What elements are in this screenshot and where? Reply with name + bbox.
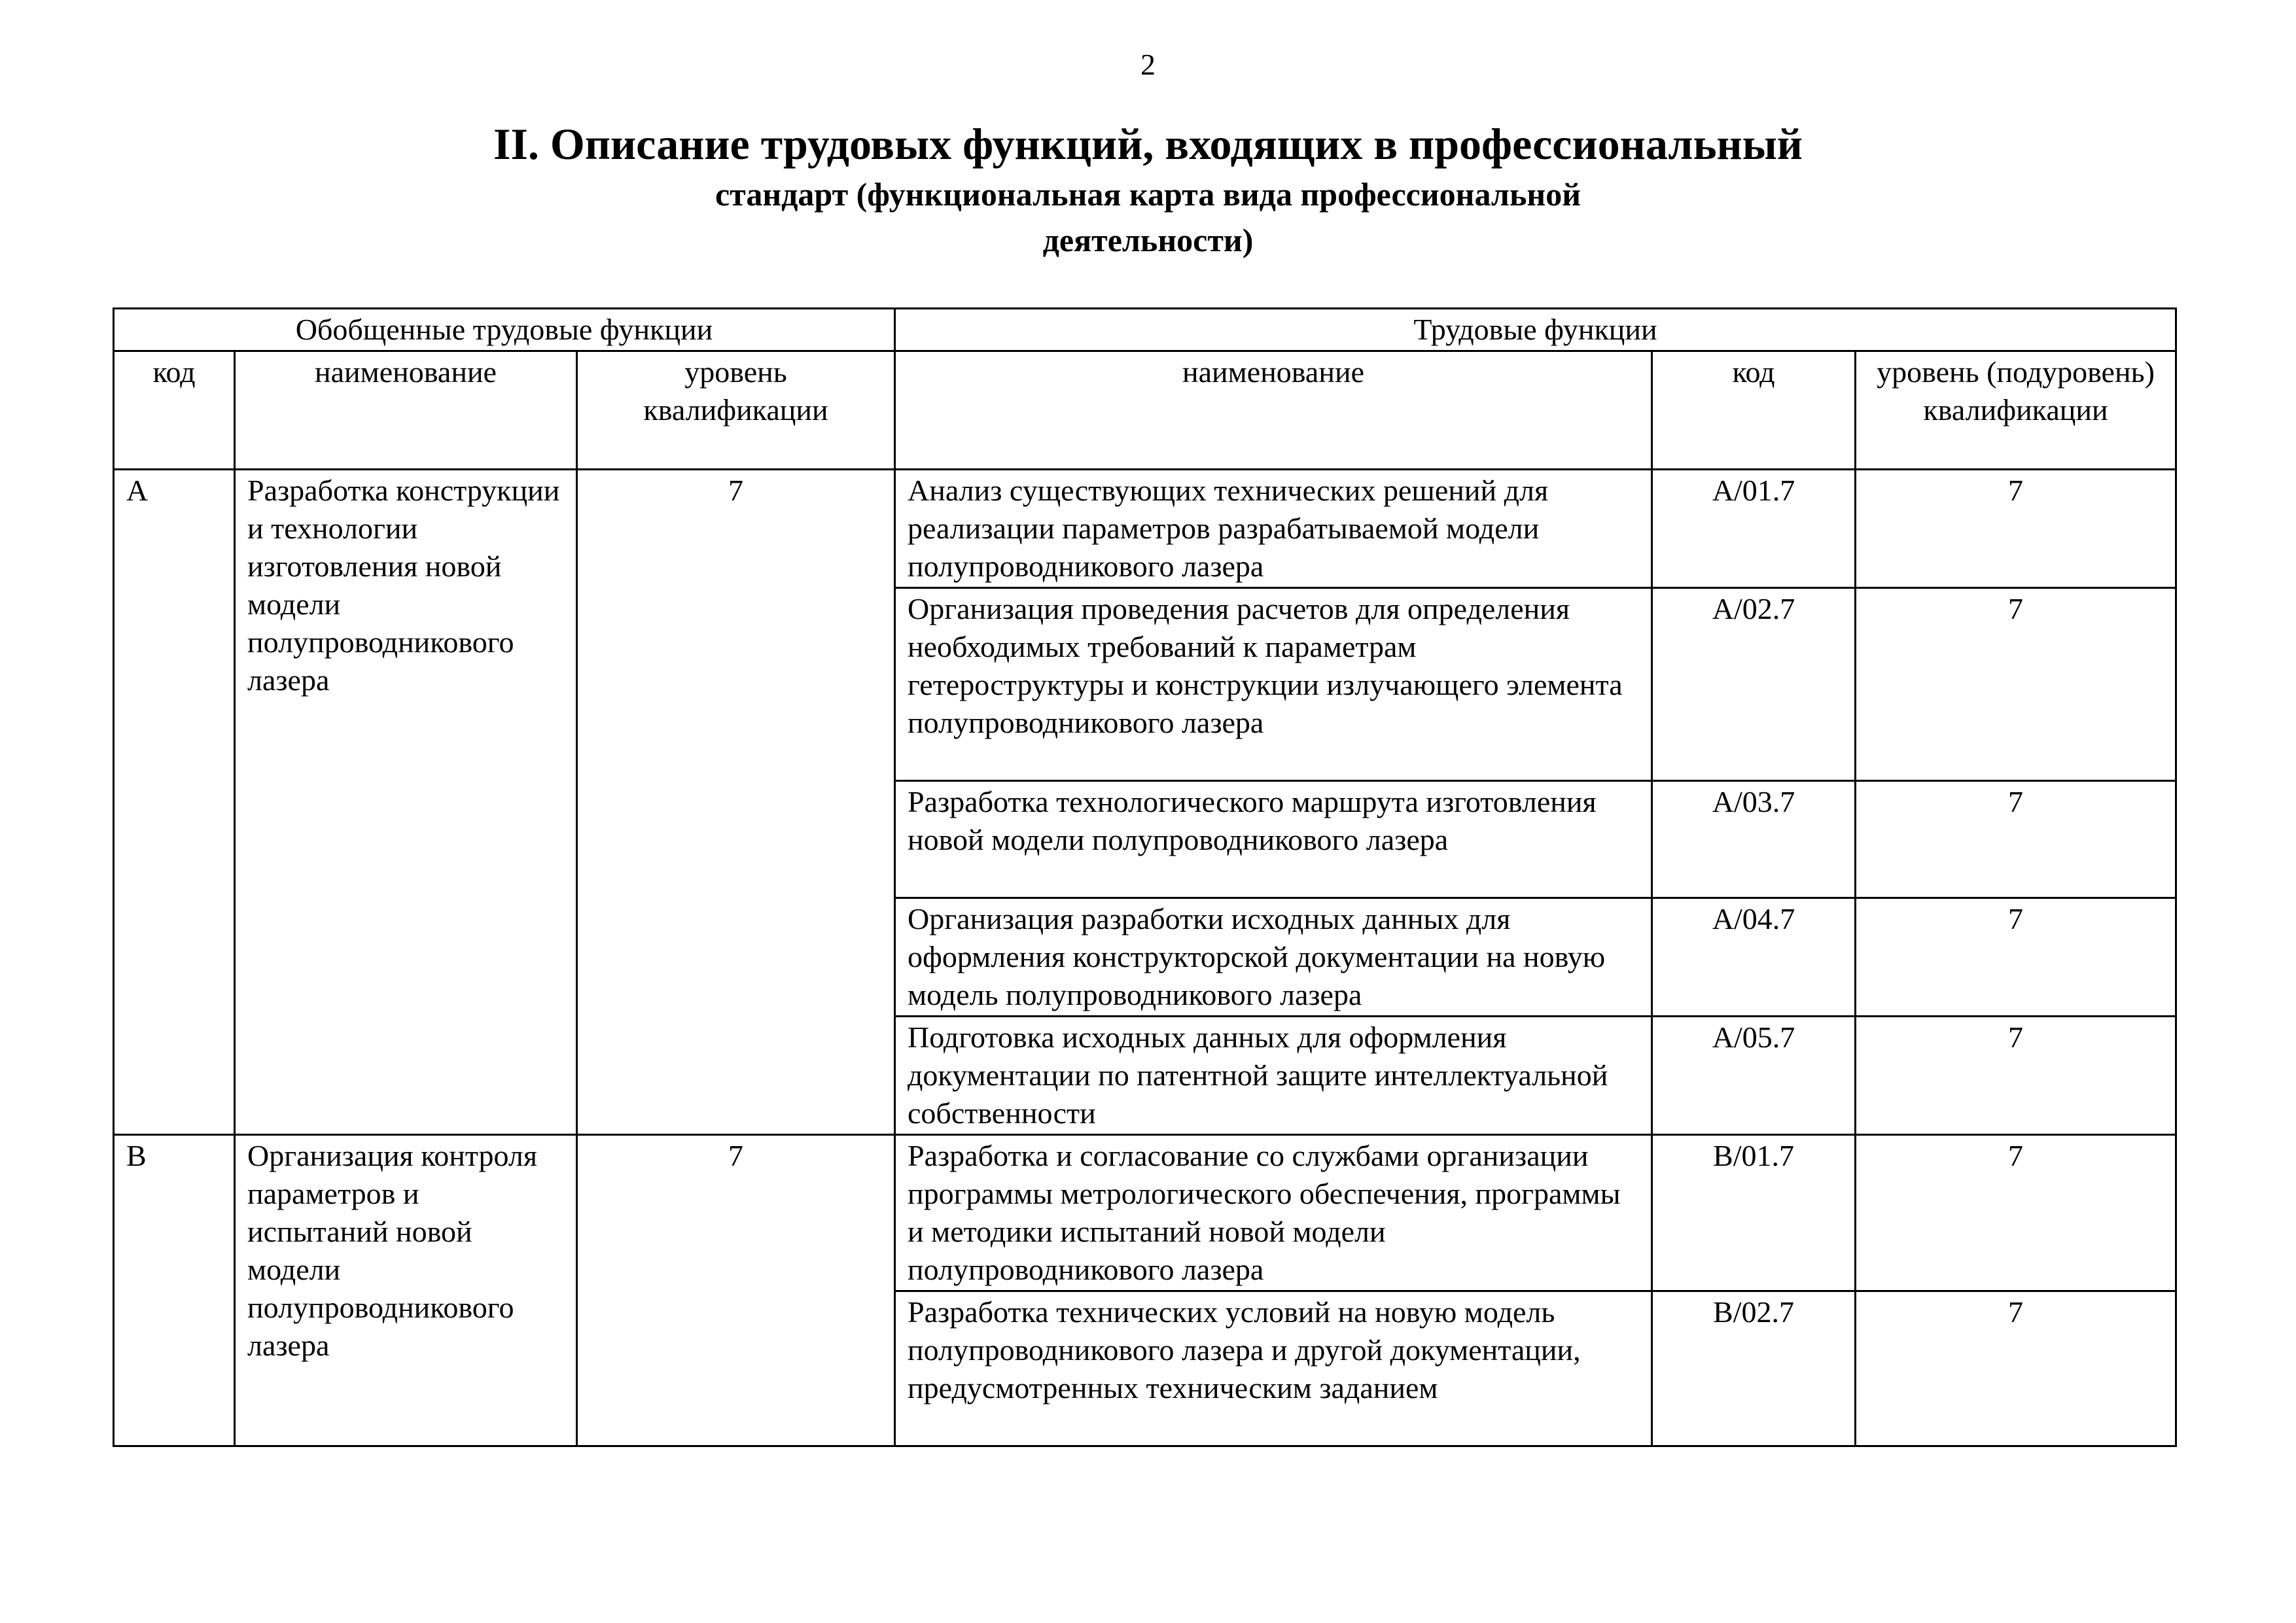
labor-function-level: 7	[1856, 588, 2176, 781]
generalized-function-code: B	[114, 1135, 235, 1446]
page-number: 2	[1140, 48, 1156, 81]
labor-function-name: Анализ существующих технических решений для реализации параметров разрабатываемой модели полупроводникового лазера	[895, 470, 1652, 588]
labor-function-level: 7	[1856, 1017, 2176, 1135]
generalized-functions-header: Обобщенные трудовые функции	[114, 309, 895, 351]
heading-line-3: деятельности)	[1042, 222, 1254, 258]
labor-function-code: A/04.7	[1652, 898, 1856, 1017]
functional-map-table	[113, 307, 2177, 1447]
labor-function-name: Разработка и согласование со службами организации программы метрологического обеспечения, программы и методики испытаний новой модели полупроводникового лазера	[895, 1135, 1652, 1291]
table-row	[114, 1135, 2176, 1291]
column-header-gen-level: уровень квалификации	[577, 351, 895, 470]
labor-function-name: Подготовка исходных данных для оформления документации по патентной защите интеллектуальной собственности	[895, 1017, 1652, 1135]
labor-function-code: A/03.7	[1652, 781, 1856, 898]
generalized-function-name: Организация контроля параметров и испытаний новой модели полупроводникового лазера	[235, 1135, 577, 1446]
labor-function-level: 7	[1856, 470, 2176, 588]
labor-function-name: Организация проведения расчетов для определения необходимых требований к параметрам гетероструктуры и конструкции излучающего элемента полупроводникового лазера	[895, 588, 1652, 781]
heading-line-1: II. Описание трудовых функций, входящих в профессиональный	[493, 119, 1803, 169]
group-header-row	[114, 309, 2176, 351]
labor-function-code: A/01.7	[1652, 470, 1856, 588]
generalized-function-level: 7	[577, 470, 895, 1135]
labor-function-level: 7	[1856, 1135, 2176, 1291]
generalized-function-name: Разработка конструкции и технологии изготовления новой модели полупроводникового лазера	[235, 470, 577, 1135]
labor-function-level: 7	[1856, 1291, 2176, 1446]
labor-function-name: Разработка технологического маршрута изготовления новой модели полупроводникового лазера	[895, 781, 1652, 898]
labor-function-name: Организация разработки исходных данных для оформления конструкторской документации на новую модель полупроводникового лазера	[895, 898, 1652, 1017]
column-header-fn-code: код	[1652, 351, 1856, 470]
labor-function-name: Разработка технических условий на новую модель полупроводникового лазера и другой документации, предусмотренных техническим заданием	[895, 1291, 1652, 1446]
table-row	[114, 470, 2176, 588]
labor-function-code: B/01.7	[1652, 1135, 1856, 1291]
labor-function-level: 7	[1856, 898, 2176, 1017]
labor-functions-header: Трудовые функции	[895, 309, 2176, 351]
labor-function-code: A/05.7	[1652, 1017, 1856, 1135]
labor-function-code: B/02.7	[1652, 1291, 1856, 1446]
generalized-function-level: 7	[577, 1135, 895, 1446]
column-header-gen-code: код	[114, 351, 235, 470]
heading-line-2: стандарт (функциональная карта вида профессиональной	[715, 176, 1581, 213]
column-header-row	[114, 351, 2176, 470]
column-header-gen-name: наименование	[235, 351, 577, 470]
section-heading	[0, 116, 2296, 263]
generalized-function-code: A	[114, 470, 235, 1135]
column-header-fn-name: наименование	[895, 351, 1652, 470]
labor-function-level: 7	[1856, 781, 2176, 898]
column-header-fn-level: уровень (подуровень) квалификации	[1856, 351, 2176, 470]
labor-function-code: A/02.7	[1652, 588, 1856, 781]
